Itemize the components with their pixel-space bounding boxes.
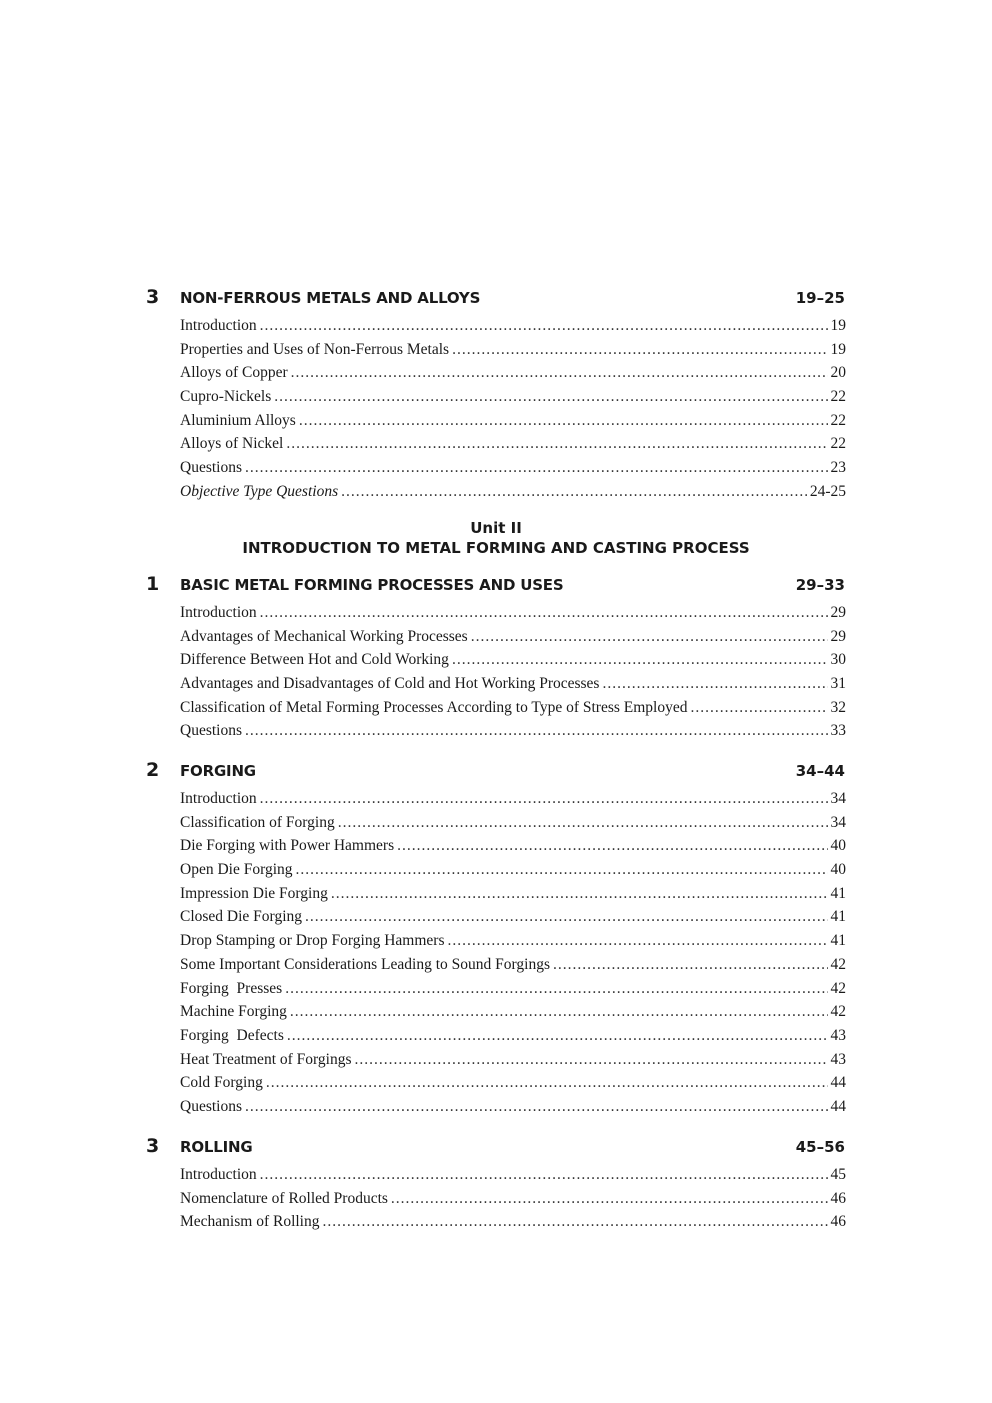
entry-page: 34 — [830, 790, 846, 807]
entry-label: Mechanism of Rolling — [180, 1213, 320, 1231]
toc-entry[interactable] — [180, 1210, 846, 1234]
leader-dots — [355, 1048, 828, 1072]
toc-entry[interactable] — [180, 409, 846, 433]
entry-page: 41 — [830, 908, 846, 926]
toc-entry[interactable] — [180, 811, 846, 835]
leader-dots — [452, 648, 828, 672]
chapter-page-range: 45–56 — [795, 1138, 845, 1156]
toc-entry[interactable] — [180, 432, 846, 456]
leader-dots — [260, 314, 828, 338]
toc-entry[interactable] — [180, 314, 846, 338]
chapter-number: 2 — [146, 759, 160, 781]
chapter-title: NON-FERROUS METALS AND ALLOYS — [180, 289, 481, 307]
leader-dots — [553, 953, 828, 977]
toc-entry[interactable] — [180, 1000, 846, 1024]
entry-page: 22 — [830, 411, 846, 429]
entry-label: Questions — [180, 1097, 242, 1115]
leader-dots — [397, 834, 827, 858]
entry-list — [0, 601, 992, 743]
entry-page: 44 — [830, 1074, 846, 1092]
entry-label: Cold Forging — [180, 1074, 263, 1092]
entry-label: Forging Presses — [180, 979, 283, 997]
entry-page: 22 — [830, 388, 846, 406]
entry-label: Open Die Forging — [180, 861, 293, 879]
entry-page: 40 — [830, 837, 846, 855]
leader-dots — [447, 929, 827, 953]
chapter-number: 3 — [146, 286, 160, 308]
entry-list — [0, 314, 992, 504]
entry-page: 45 — [830, 1166, 846, 1183]
entry-label: Questions — [180, 722, 242, 740]
entry-page: 42 — [830, 955, 846, 973]
entry-label: Introduction — [180, 317, 257, 334]
leader-dots — [260, 601, 828, 625]
toc-entry[interactable] — [180, 1095, 846, 1119]
chapter-nonferrous — [0, 286, 992, 504]
entry-page: 24-25 — [809, 482, 846, 500]
entry-label: Drop Stamping or Drop Forging Hammers — [180, 932, 445, 950]
entry-label: Difference Between Hot and Cold Working — [180, 651, 449, 669]
entry-label: Cupro-Nickels — [180, 388, 272, 406]
toc-entry[interactable] — [180, 696, 846, 720]
toc-entry[interactable] — [180, 719, 846, 743]
leader-dots — [331, 882, 828, 906]
chapter-number: 3 — [146, 1135, 160, 1157]
leader-dots — [245, 719, 828, 743]
toc-entry[interactable] — [180, 929, 846, 953]
leader-dots — [305, 905, 828, 929]
leader-dots — [296, 858, 828, 882]
entry-list — [0, 787, 992, 1119]
chapter-page-range: 29–33 — [795, 576, 845, 594]
entry-label: Aluminium Alloys — [180, 411, 296, 429]
entry-page: 44 — [830, 1097, 846, 1115]
entry-label: Alloys of Copper — [180, 364, 288, 382]
leader-dots — [285, 977, 827, 1001]
chapter-number: 1 — [146, 573, 160, 595]
entry-label: Advantages and Disadvantages of Cold and Hot Working Processes — [180, 675, 600, 693]
entry-page: 41 — [830, 884, 846, 902]
toc-entry[interactable] — [180, 1024, 846, 1048]
toc-entry[interactable] — [180, 977, 846, 1001]
chapter-page-range: 19–25 — [795, 289, 845, 307]
entry-page: 46 — [830, 1189, 846, 1207]
leader-dots — [690, 696, 827, 720]
leader-dots — [471, 625, 828, 649]
entry-page: 32 — [830, 698, 846, 716]
entry-label: Nomenclature of Rolled Products — [180, 1189, 388, 1207]
entry-page: 33 — [830, 722, 846, 740]
entry-page: 43 — [830, 1050, 846, 1068]
entry-page: 40 — [830, 861, 846, 879]
chapter-forging — [0, 759, 992, 1119]
toc-entry[interactable] — [180, 1163, 846, 1187]
entry-label: Forging Defects — [180, 1026, 284, 1044]
leader-dots — [452, 338, 827, 362]
toc-entry[interactable] — [180, 858, 846, 882]
chapter-heading — [0, 759, 992, 783]
chapter-heading — [0, 573, 992, 597]
leader-dots — [274, 385, 827, 409]
entry-label: Questions — [180, 459, 242, 477]
entry-page: 46 — [830, 1213, 846, 1231]
entry-page: 34 — [830, 813, 846, 831]
entry-label: Alloys of Nickel — [180, 435, 284, 453]
chapter-rolling — [0, 1135, 992, 1234]
toc-entry[interactable] — [180, 905, 846, 929]
entry-label: Properties and Uses of Non-Ferrous Metals — [180, 340, 450, 358]
leader-dots — [266, 1071, 828, 1095]
leader-dots — [286, 432, 827, 456]
entry-page: 23 — [830, 459, 846, 477]
toc-entry[interactable] — [180, 834, 846, 858]
entry-page: 19 — [830, 317, 846, 334]
toc-entry[interactable] — [180, 882, 846, 906]
entry-label: Impression Die Forging — [180, 884, 328, 902]
unit-label: Unit II — [470, 519, 522, 537]
entry-page: 41 — [830, 932, 846, 950]
toc-entry[interactable] — [180, 601, 846, 625]
entry-page: 29 — [830, 627, 846, 645]
leader-dots — [287, 1024, 828, 1048]
unit-heading — [0, 518, 992, 558]
leader-dots — [245, 1095, 828, 1119]
leader-dots — [260, 1163, 828, 1187]
toc-entry[interactable] — [180, 361, 846, 385]
leader-dots — [338, 811, 828, 835]
leader-dots — [341, 480, 807, 504]
toc-entry[interactable] — [180, 1071, 846, 1095]
entry-page: 22 — [830, 435, 846, 453]
chapter-title: ROLLING — [180, 1138, 253, 1156]
leader-dots — [391, 1187, 828, 1211]
entry-label: Heat Treatment of Forgings — [180, 1050, 352, 1068]
entry-label: Introduction — [180, 790, 257, 807]
toc-entry[interactable] — [180, 648, 846, 672]
entry-page: 20 — [830, 364, 846, 382]
chapter-heading — [0, 286, 992, 310]
chapter-page-range: 34–44 — [795, 762, 845, 780]
entry-label: Closed Die Forging — [180, 908, 302, 926]
entry-label: Die Forging with Power Hammers — [180, 837, 395, 855]
entry-label: Machine Forging — [180, 1003, 287, 1021]
toc-entry[interactable] — [180, 672, 846, 696]
entry-page: 30 — [830, 651, 846, 669]
entry-label: Advantages of Mechanical Working Processes — [180, 627, 468, 645]
leader-dots — [323, 1210, 828, 1234]
leader-dots — [260, 787, 828, 811]
entry-page: 19 — [830, 340, 846, 358]
entry-label: Introduction — [180, 1166, 257, 1183]
entry-page: 42 — [830, 1003, 846, 1021]
entry-label: Classification of Forging — [180, 813, 335, 831]
entry-page: 29 — [830, 604, 846, 621]
chapter-heading — [0, 1135, 992, 1159]
leader-dots — [291, 361, 828, 385]
entry-label: Introduction — [180, 604, 257, 621]
chapter-basic-forming — [0, 573, 992, 743]
entry-label: Some Important Considerations Leading to Sound Forgings — [180, 955, 550, 973]
entry-page: 42 — [830, 979, 846, 997]
leader-dots — [299, 409, 828, 433]
toc-entry[interactable] — [180, 787, 846, 811]
toc-entry[interactable] — [180, 1187, 846, 1211]
leader-dots — [245, 456, 828, 480]
leader-dots — [290, 1000, 828, 1024]
toc-entry[interactable] — [180, 385, 846, 409]
chapter-title: BASIC METAL FORMING PROCESSES AND USES — [180, 576, 564, 594]
leader-dots — [602, 672, 827, 696]
toc-entry[interactable] — [180, 456, 846, 480]
toc-entry[interactable] — [180, 625, 846, 649]
toc-entry[interactable] — [180, 1048, 846, 1072]
toc-entry[interactable] — [180, 338, 846, 362]
toc-entry[interactable] — [180, 953, 846, 977]
entry-page: 43 — [830, 1026, 846, 1044]
entry-page: 31 — [830, 675, 846, 693]
entry-label: Classification of Metal Forming Processes According to Type of Stress Employed — [180, 698, 688, 716]
entry-list — [0, 1163, 992, 1234]
unit-title: INTRODUCTION TO METAL FORMING AND CASTING PROCESS — [242, 539, 750, 557]
chapter-title: FORGING — [180, 762, 256, 780]
toc-entry[interactable] — [180, 480, 846, 504]
entry-label: Objective Type Questions — [180, 482, 339, 500]
